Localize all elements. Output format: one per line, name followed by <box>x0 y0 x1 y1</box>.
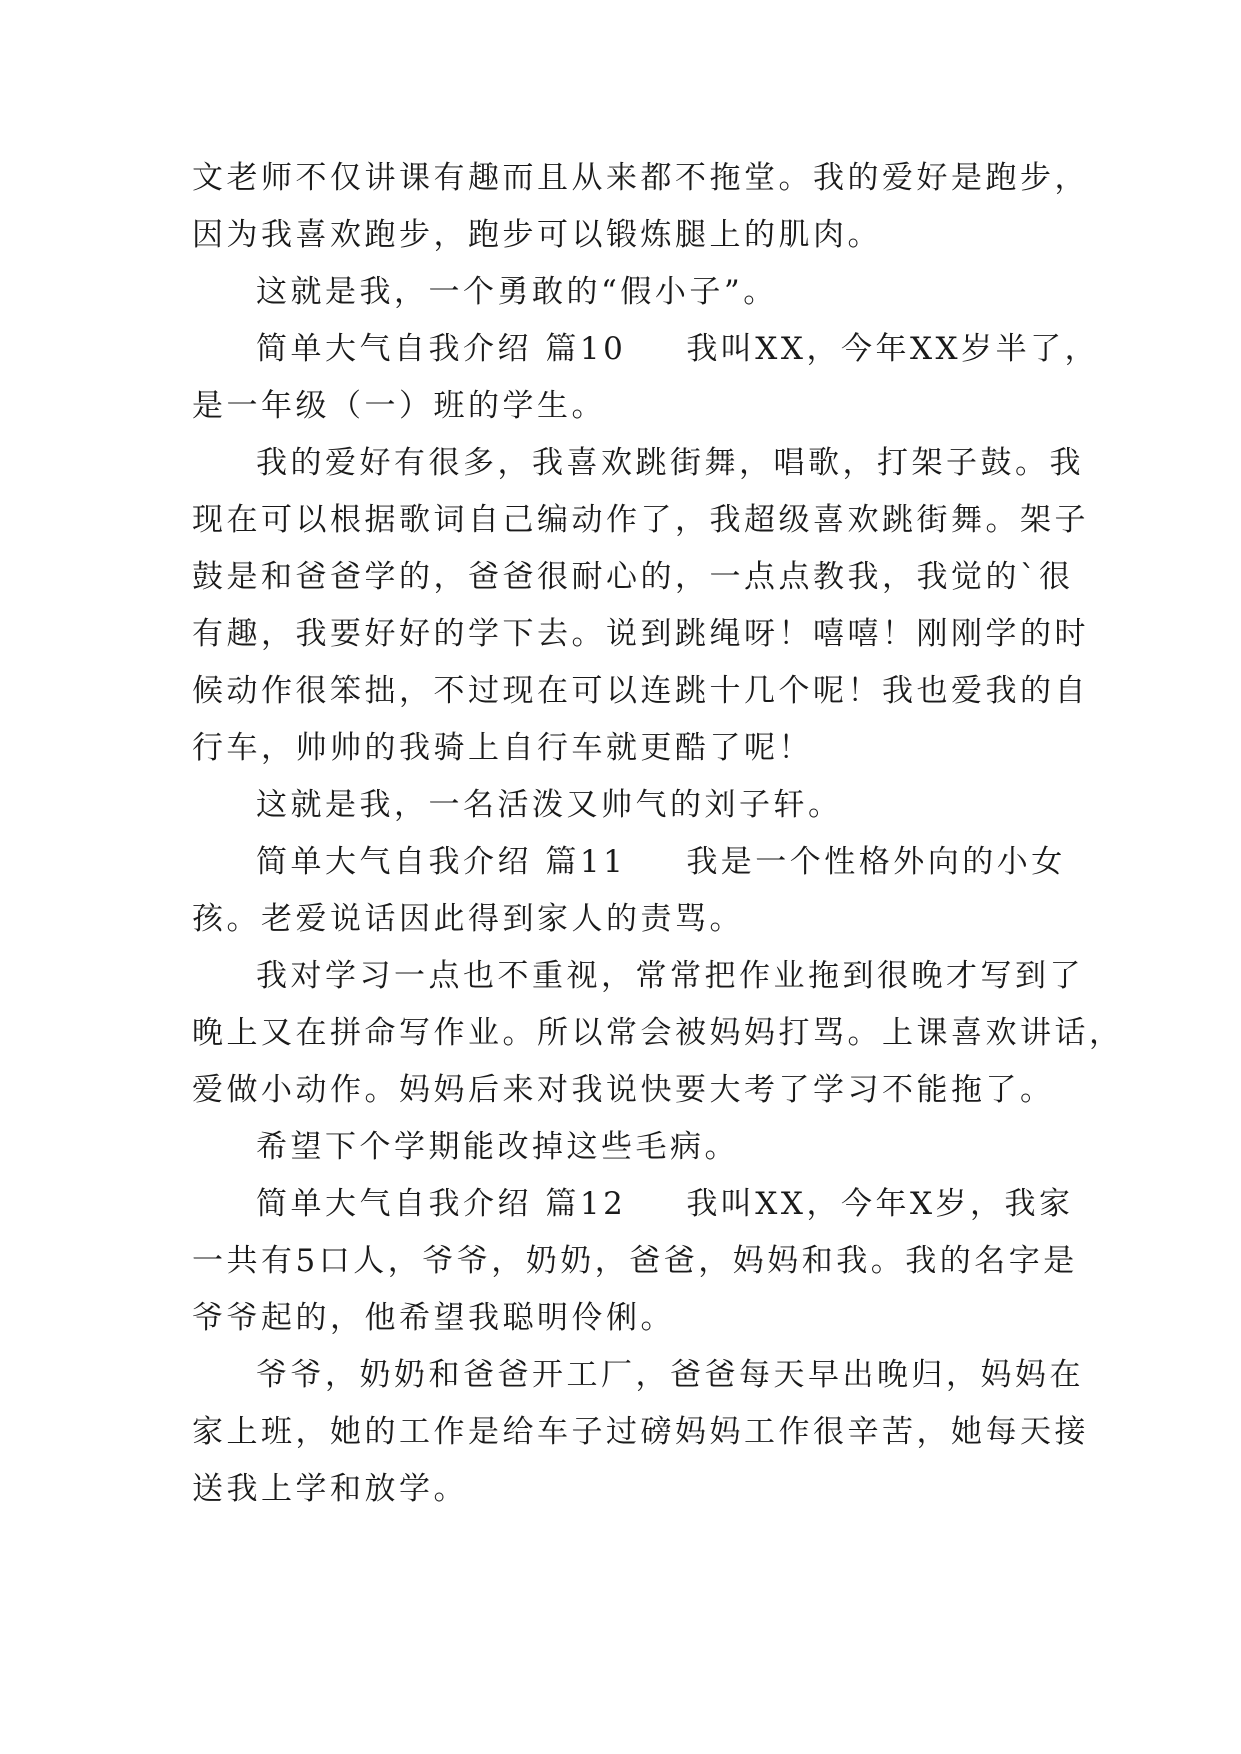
section-heading-line <box>192 321 1100 378</box>
section-heading-line <box>192 1176 1074 1233</box>
section-text: 我叫XX，今年XX岁半了， <box>686 331 1100 367</box>
section-heading-line <box>192 834 1066 891</box>
paragraph-line: 这就是我，一个勇敢的“假小子”。 <box>256 274 778 310</box>
paragraph-line: 希望下个学期能改掉这些毛病。 <box>256 1129 739 1165</box>
text-line: 爷爷起的，他希望我聪明伶俐。 <box>192 1300 675 1336</box>
text-line: 因为我喜欢跑步，跑步可以锻炼腿上的肌肉。 <box>192 217 882 253</box>
text-line: 鼓是和爸爸学的，爸爸很耐心的，一点点教我，我觉的`很 <box>192 559 1074 595</box>
text-line: 现在可以根据歌词自己编动作了，我超级喜欢跳街舞。架子 <box>192 502 1089 538</box>
section-heading: 简单大气自我介绍 篇11 <box>256 844 627 880</box>
section-text: 我叫XX，今年X岁，我家 <box>686 1186 1074 1222</box>
text-line: 行车，帅帅的我骑上自行车就更酷了呢！ <box>192 730 813 766</box>
text-line: 送我上学和放学。 <box>192 1471 468 1507</box>
text-line: 是一年级（一）班的学生。 <box>192 388 606 424</box>
text-line: 一共有5口人，爷爷，奶奶，爸爸，妈妈和我。我的名字是 <box>192 1243 1078 1279</box>
paragraph-line: 这就是我，一名活泼又帅气的刘子轩。 <box>256 787 843 823</box>
document-page <box>192 150 1124 1518</box>
paragraph-line: 我对学习一点也不重视，常常把作业拖到很晚才写到了 <box>256 958 1084 994</box>
text-line: 候动作很笨拙，不过现在可以连跳十几个呢！我也爱我的自 <box>192 673 1089 709</box>
text-line: 晚上又在拼命写作业。所以常会被妈妈打骂。上课喜欢讲话， <box>192 1015 1124 1051</box>
text-line: 家上班，她的工作是给车子过磅妈妈工作很辛苦，她每天接 <box>192 1414 1089 1450</box>
paragraph-line: 我的爱好有很多，我喜欢跳街舞，唱歌，打架子鼓。我 <box>256 445 1084 481</box>
section-heading: 简单大气自我介绍 篇12 <box>256 1186 627 1222</box>
text-line: 爱做小动作。妈妈后来对我说快要大考了学习不能拖了。 <box>192 1072 1055 1108</box>
section-text: 我是一个性格外向的小女 <box>686 844 1066 880</box>
text-line: 有趣，我要好好的学下去。说到跳绳呀！嘻嘻！刚刚学的时 <box>192 616 1089 652</box>
text-line: 孩。老爱说话因此得到家人的责骂。 <box>192 901 744 937</box>
paragraph-line: 爷爷，奶奶和爸爸开工厂，爸爸每天早出晚归，妈妈在 <box>256 1357 1084 1393</box>
text-line: 文老师不仅讲课有趣而且从来都不拖堂。我的爱好是跑步， <box>192 160 1089 196</box>
section-heading: 简单大气自我介绍 篇10 <box>256 331 627 367</box>
